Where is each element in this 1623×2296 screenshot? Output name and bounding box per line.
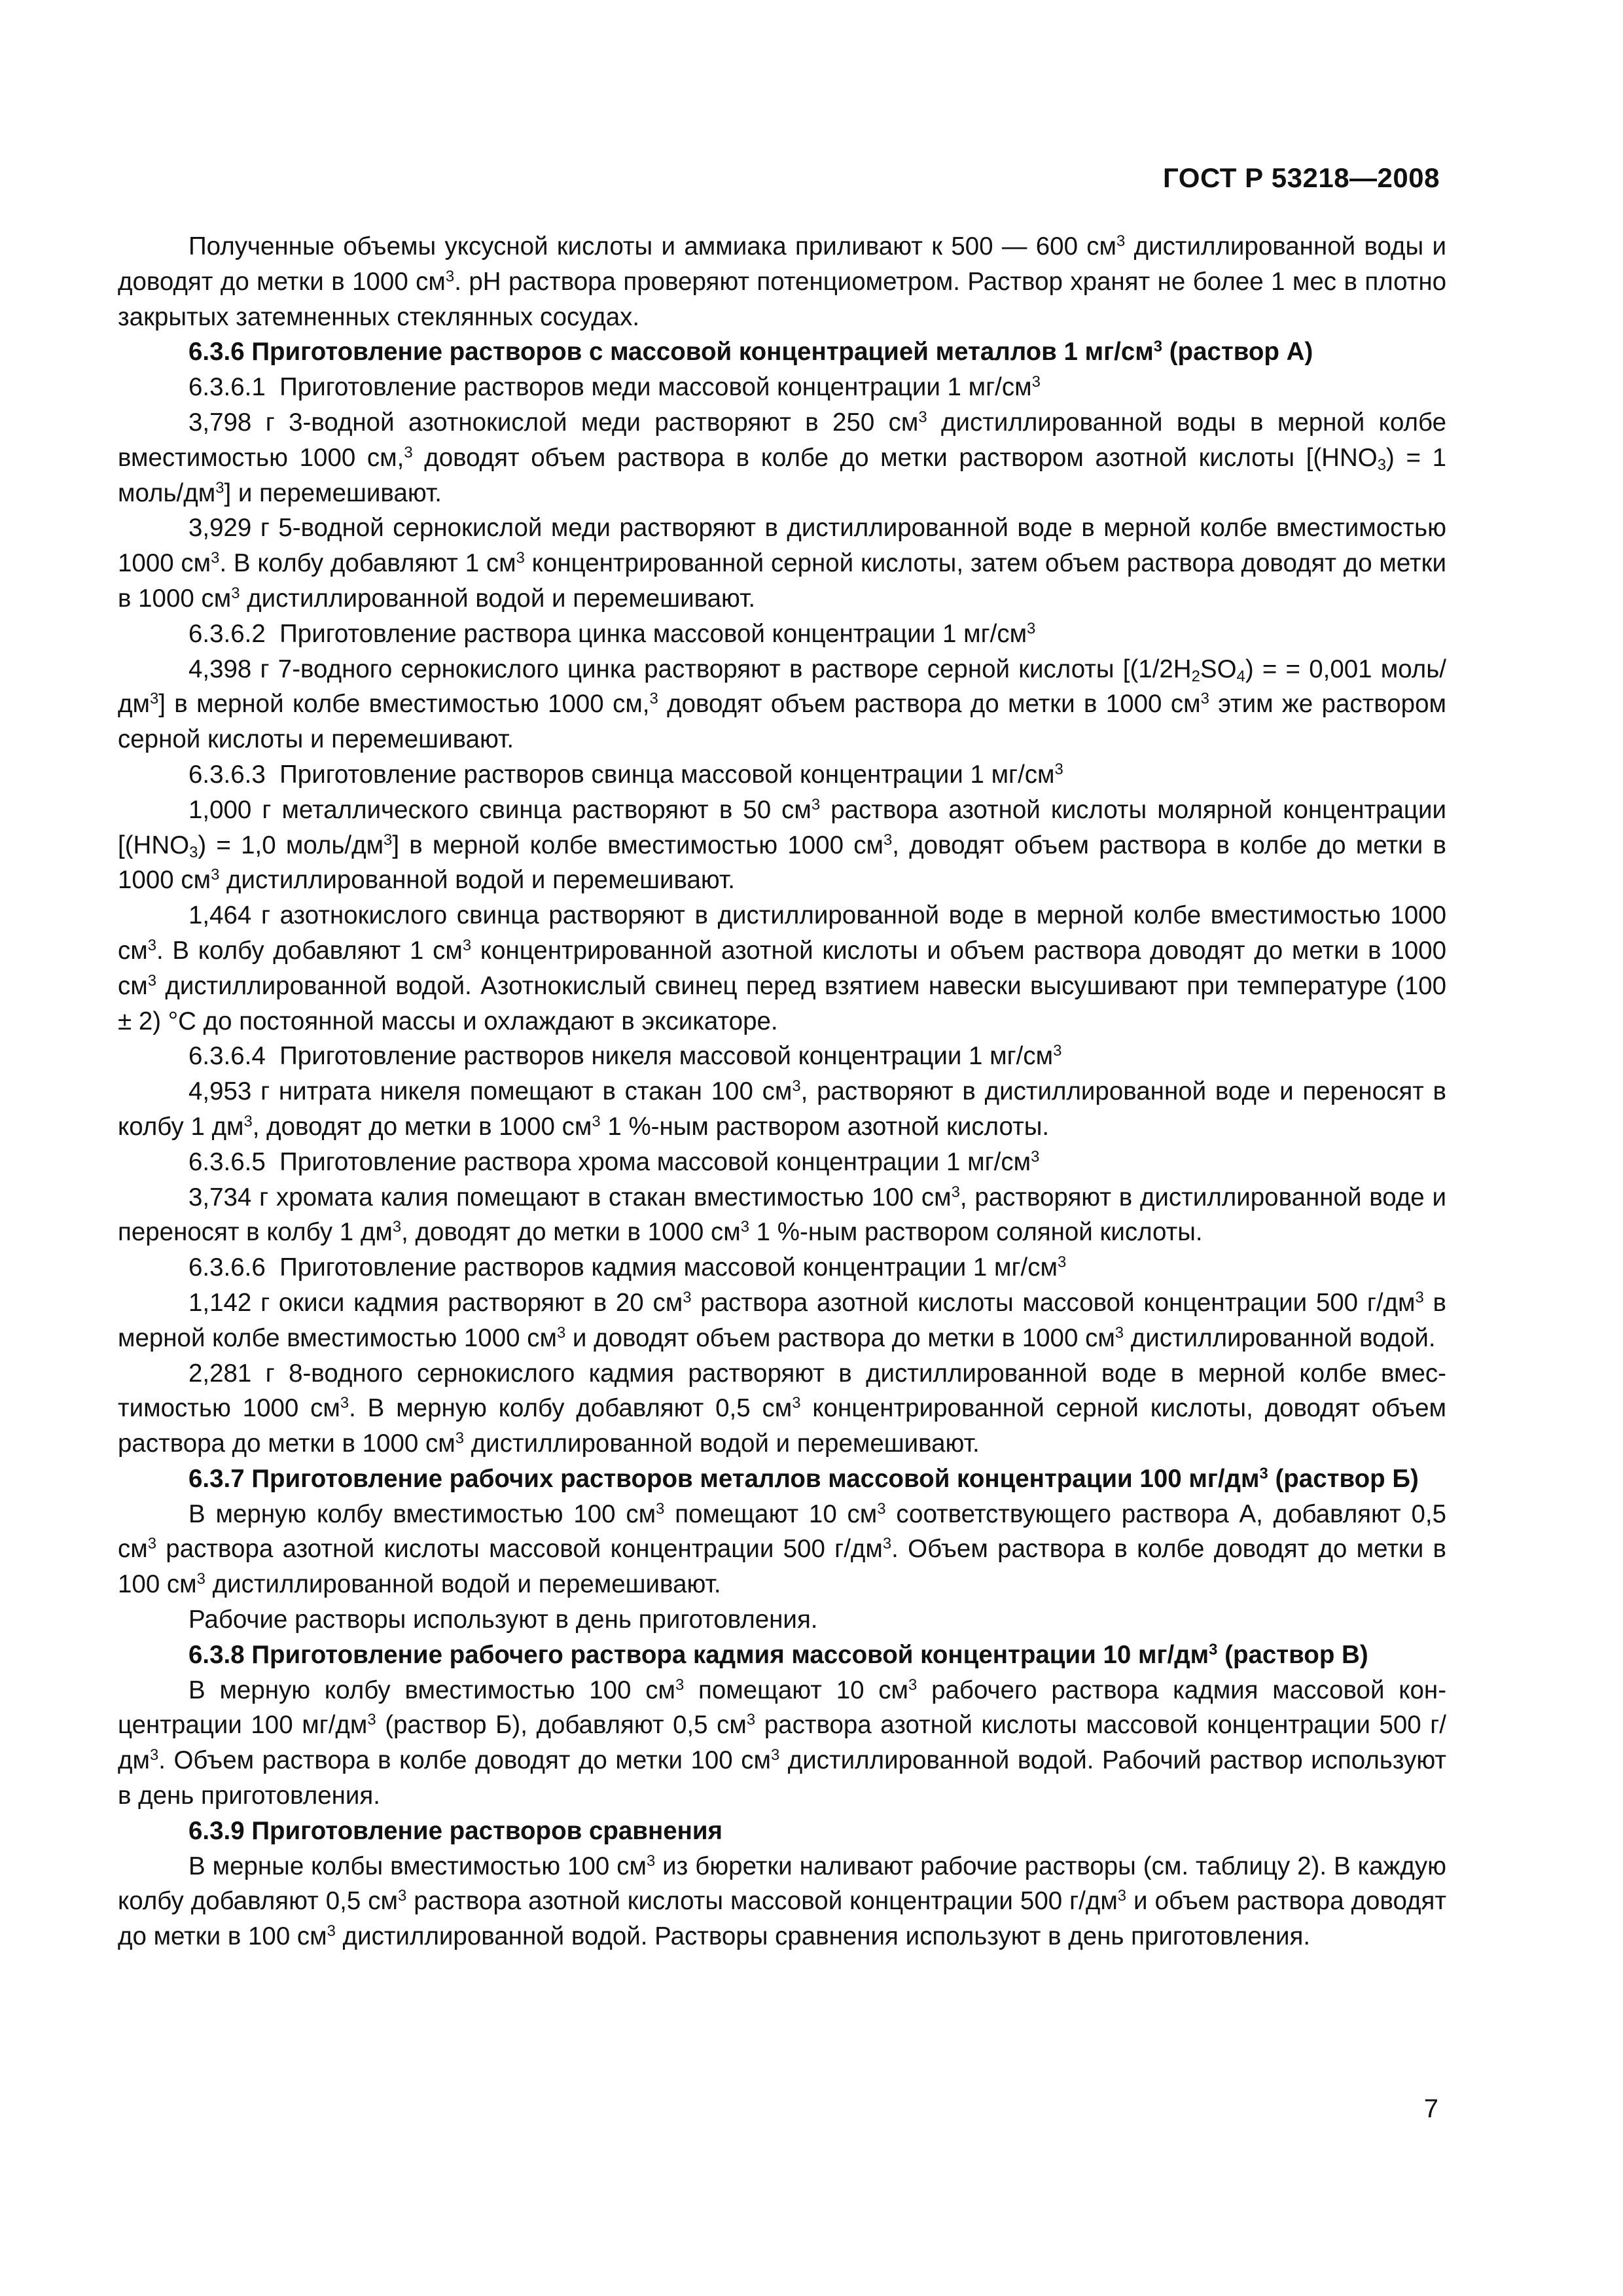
paragraph-working-solutions-note: Рабочие растворы используют в день приготовления. bbox=[188, 1605, 818, 1634]
paragraph-lead-nitrate: 1,464 г азотнокислого свинца растворяют в дистиллированной воде в мерной колбе вместимостью 1000 $см^3$. В колбу добавляют 1 $см^3$ концентрированной азотной кислоты и объем раствора доводят до метки в 1000 $см^3$ дистиллированной водой. Азотнокислый свинец перед взятием навески высушивают при температуре (100 ± 2) °С до постоянной массы и охлаждают в эксикаторе. bbox=[118, 901, 1446, 1035]
heading-6-3-9: 6.3.9 Приготовление растворов сравнения bbox=[188, 1816, 723, 1845]
heading-6-3-8: 6.3.8 Приготовление рабочего раствора кадмия массовой концентрации 10 $мг/дм^3$ (раствор В) bbox=[188, 1640, 1368, 1669]
subheading-6-3-6-2: 6.3.6.2 Приготовление раствора цинка массовой концентрации 1 $мг/см^3$ bbox=[188, 619, 1036, 648]
document-header-standard-number: ГОСТ Р 53218—2008 bbox=[1163, 162, 1440, 193]
document-body bbox=[118, 229, 1446, 1954]
paragraph-intro: Полученные объемы уксусной кислоты и аммиака приливают к 500 — 600 $см^3$ дистиллированной воды и доводят до метки в 1000 $см^3$. рН раствора проверяют потенциометром. Раствор хранят не более 1 мес в плотно закрытых затемненных стеклянных сосудах. bbox=[118, 232, 1447, 331]
paragraph-cadmium-sulfate: 2,281 г 8-водного сернокислого кадмия растворяют в дистиллированной воде в мерной колбе вместимостью 1000 $см^3$. В мерную колбу добавляют 0,5 $см^3$ концентрированной серной кислоты, доводят объем раствора до метки в 1000 $см^3$ дистиллированной водой и перемешивают. bbox=[118, 1359, 1446, 1458]
paragraph-cadmium-oxide: 1,142 г окиси кадмия растворяют в 20 $см^3$ раствора азотной кислоты массовой концентрации 500 $г/дм^3$ в мерной колбе вместимостью 1000 $см^3$ и доводят объем раствора до метки в 1000 $см^3$ дистиллированной водой. bbox=[118, 1288, 1447, 1352]
paragraph-lead-metal: 1,000 г металлического свинца растворяют в 50 $см^3$ раствора азотной кислоты молярной концентрации [$(HNO_3) = 1,0$ моль/$дм^3$] в мерной колбе вместимостью 1000 $см^3$, доводят объем раствора в колбе до метки в 1000 $см^3$ дистиллированной водой и перемешивают. bbox=[118, 795, 1446, 895]
subheading-6-3-6-3: 6.3.6.3 Приготовление растворов свинца массовой концентрации 1 $мг/см^3$ bbox=[188, 760, 1063, 789]
heading-6-3-6: 6.3.6 Приготовление растворов с массовой концентрацией металлов 1 $мг/см^3$ (раствор А) bbox=[188, 338, 1313, 367]
paragraph-comparison-solutions: В мерные колбы вместимостью 100 $см^3$ из бюретки наливают рабочие растворы (см. таблицу 2). В каждую колбу добавляют 0,5 $см^3$ раствора азотной кислоты массовой концентрации 500 $г/дм^3$ и объем раствора доводят до метки в 100 $см^3$ дистиллированной водой. Растворы сравнения используют в день приготовления. bbox=[118, 1852, 1446, 1951]
paragraph-nickel-nitrate: 4,953 г нитрата никеля помещают в стакан 100 $см^3$, растворяют в дистиллированной воде и переносят в колбу 1 $дм^3$, доводят до метки в 1000 $см^3$ 1 %-ным раствором азотной кислоты. bbox=[118, 1077, 1447, 1141]
subheading-6-3-6-1: 6.3.6.1 Приготовление растворов меди массовой концентрации 1 $мг/см^3$ bbox=[188, 373, 1041, 402]
heading-6-3-7: 6.3.7 Приготовление рабочих растворов металлов массовой концентрации 100 $мг/дм^3$ (раствор Б) bbox=[188, 1464, 1419, 1493]
paragraph-solution-c: В мерную колбу вместимостью 100 $см^3$ помещают 10 $см^3$ рабочего раствора кадмия массовой концентрации 100 $мг/дм^3$ (раствор Б), добавляют 0,5 $см^3$ раствора азотной кислоты массовой концентрации 500 $г/дм^3$. Объем раствора в колбе доводят до метки 100 $см^3$ дистиллированной водой. Рабочий раствор используют в день приготовления. bbox=[118, 1676, 1447, 1810]
subheading-6-3-6-5: 6.3.6.5 Приготовление раствора хрома массовой концентрации 1 $мг/см^3$ bbox=[188, 1147, 1040, 1176]
subheading-6-3-6-4: 6.3.6.4 Приготовление растворов никеля массовой концентрации 1 $мг/см^3$ bbox=[188, 1042, 1062, 1071]
paragraph-zinc-sulfate: 4,398 г 7-водного сернокислого цинка растворяют в растворе серной кислоты [$(1/2H_2SO_4)$ = = 0,001 моль/$дм^3$] в мерной колбе вместимостью 1000 см,$^3$ доводят объем раствора до метки в 1000 $см^3$ этим же раствором серной кислоты и перемешивают. bbox=[118, 655, 1446, 754]
page-number: 7 bbox=[1423, 2094, 1438, 2123]
paragraph-copper-sulfate: 3,929 г 5-водной сернокислой меди растворяют в дистиллированной воде в мерной колбе вместимостью 1000 $см^3$. В колбу добавляют 1 $см^3$ концентрированной серной кислоты, затем объем раствора доводят до метки в 1000 $см^3$ дистиллированной водой и перемешивают. bbox=[118, 514, 1446, 613]
paragraph-copper-nitrate: 3,798 г 3-водной азотнокислой меди растворяют в 250 $см^3$ дистиллированной воды в мерной колбе вместимостью 1000 см,$^3$ доводят объем раствора в колбе до метки раствором азотной кислоты [$(HNO_3) = 1$ моль/$дм^3$] и перемешивают. bbox=[118, 408, 1446, 507]
paragraph-potassium-chromate: 3,734 г хромата калия помещают в стакан вместимостью 100 $см^3$, растворяют в дистиллированной воде и переносят в колбу 1 $дм^3$, доводят до метки в 1000 $см^3$ 1 %-ным раствором соляной кислоты. bbox=[118, 1183, 1446, 1247]
paragraph-solution-b: В мерную колбу вместимостью 100 $см^3$ помещают 10 $см^3$ соответствующего раствора А, добавляют 0,5 $см^3$ раствора азотной кислоты массовой концентрации 500 $г/дм^3$. Объем раствора в колбе доводят до метки в 100 $см^3$ дистиллированной водой и перемешивают. bbox=[118, 1499, 1447, 1599]
subheading-6-3-6-6: 6.3.6.6 Приготовление растворов кадмия массовой концентрации 1 $мг/см^3$ bbox=[188, 1253, 1067, 1282]
